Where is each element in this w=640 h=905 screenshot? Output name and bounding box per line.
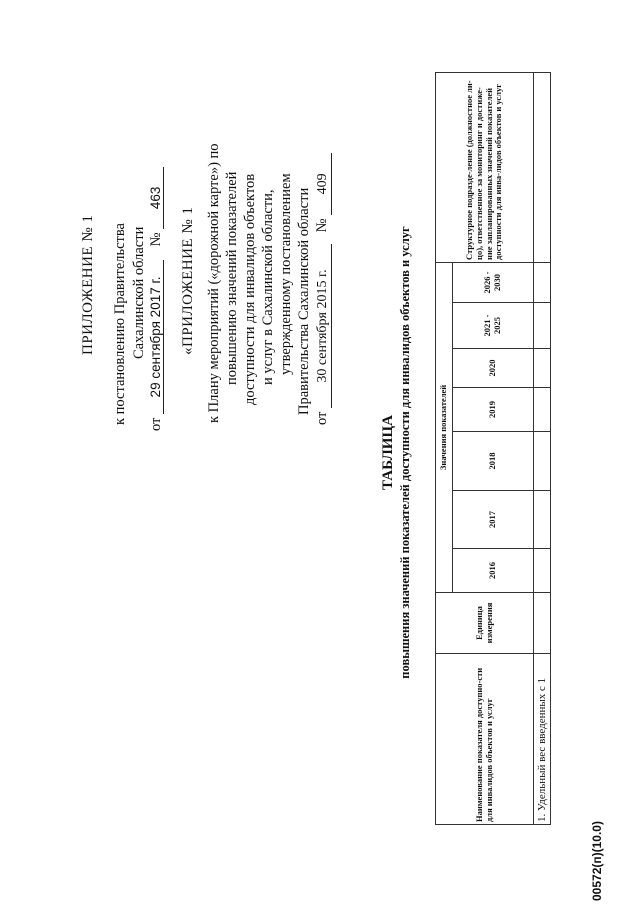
header-responsible: Структурное подразде-ление (должностное ли-цо), ответственное за мониторинг и достиже-ние запланированных значений показателей доступности для инва-лидов объектов и услуг bbox=[436, 72, 534, 262]
row-1-cell bbox=[534, 491, 551, 549]
year-2018: 2018 bbox=[453, 432, 534, 491]
old-appendix-line-3: доступности для инвалидов объектов bbox=[242, 173, 258, 405]
appendix-number-sign: № bbox=[148, 232, 164, 247]
header-values: Значения показателей bbox=[436, 262, 453, 592]
indicators-table bbox=[435, 72, 551, 825]
year-2021-2025: 2021 - 2025 bbox=[453, 303, 534, 349]
year-2020: 2020 bbox=[453, 349, 534, 388]
old-appendix-line-6: Правительства Сахалинской области bbox=[296, 187, 312, 415]
old-appendix-line-1: к Плану мероприятий («дорожной карте») по bbox=[206, 143, 222, 423]
appendix-title: ПРИЛОЖЕНИЕ № 1 bbox=[80, 214, 96, 355]
appendix-line-1: к постановлению Правительства bbox=[112, 223, 128, 425]
row-1-cell bbox=[534, 349, 551, 388]
header-unit: Единица измерения bbox=[436, 593, 534, 654]
row-1-cell bbox=[534, 72, 551, 262]
year-2026-2030: 2026 - 2030 bbox=[453, 262, 534, 302]
row-1-cell bbox=[534, 593, 551, 654]
year-2019: 2019 bbox=[453, 388, 534, 432]
old-appendix-title: «ПРИЛОЖЕНИЕ № 1 bbox=[180, 206, 196, 355]
old-appendix-line-4: и услуг в Сахалинской области, bbox=[260, 189, 276, 385]
appendix-number: 463 bbox=[148, 167, 164, 229]
row-1-cell bbox=[534, 432, 551, 491]
row-1-cell bbox=[534, 303, 551, 349]
old-appendix-line-5: утвержденному постановлением bbox=[278, 173, 294, 375]
appendix-line-2: Сахалинской области bbox=[131, 226, 147, 359]
old-appendix-number-sign: № bbox=[314, 218, 330, 233]
table-row bbox=[534, 72, 551, 824]
row-1-label: 1. Удельный вес введенных с 1 bbox=[534, 654, 551, 825]
old-appendix-date-prefix: от bbox=[314, 411, 330, 425]
row-1-cell bbox=[534, 262, 551, 302]
year-2016: 2016 bbox=[453, 549, 534, 593]
row-1-cell bbox=[534, 549, 551, 593]
appendix-date: 29 сентября 2017 г. bbox=[148, 260, 164, 414]
old-appendix-line-2: повышению значений показателей bbox=[224, 171, 240, 385]
old-appendix-date-line bbox=[314, 153, 332, 425]
table-header-row bbox=[436, 72, 453, 824]
row-1-cell bbox=[534, 388, 551, 432]
header-indicator-name: Наименование показателя доступно-сти для инвалидов объектов и услуг bbox=[436, 654, 534, 825]
table-title: ТАБЛИЦА bbox=[380, 415, 396, 490]
appendix-date-line bbox=[148, 167, 165, 431]
year-2017: 2017 bbox=[453, 491, 534, 549]
appendix-date-prefix: от bbox=[148, 417, 164, 431]
document-code: 00572(п)(10.0) bbox=[590, 821, 604, 901]
table-subtitle: повышения значений показателей доступности для инвалидов объектов и услуг bbox=[398, 226, 412, 679]
old-appendix-date: 30 сентября 2015 г. bbox=[315, 244, 332, 408]
old-appendix-number: 409 bbox=[315, 153, 332, 215]
